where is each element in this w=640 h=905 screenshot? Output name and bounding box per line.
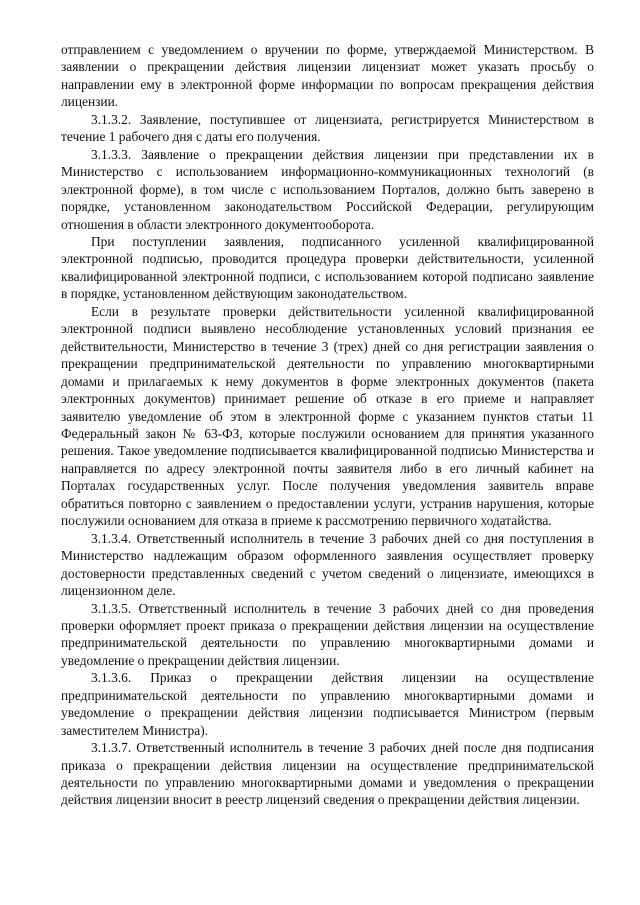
- paragraph-signature-invalid: Если в результате проверки действительности усиленной квалифицированной электронной подписи выявлено несоблюдение установленных условий признания ее действительности, Министерство в течение 3 (трех) дней со дня регистрации заявления о прекращении предпринимательской деятельности по управлению многоквартирными домами и прилагаемых к нему документов в форме электронных документов (пакета электронных документов) принимает решение об отказе в его приеме и направляет заявителю уведомление об этом в электронной форме с указанием пунктов статьи 11 Федеральный закон № 63-ФЗ, которые послужили основанием для принятия указанного решения. Такое уведомление подписывается квалифицированной подписью Министерства и направляется по адресу электронной почты заявителя либо в его личный кабинет на Порталах государственных услуг. После получения уведомления заявитель вправе обратиться повторно с заявлением о предоставлении услуги, устранив нарушения, которые послужили основанием для отказа в приеме к рассмотрению первичного ходатайства.: [61, 303, 594, 529]
- paragraph-3-1-3-5: 3.1.3.5. Ответственный исполнитель в течение 3 рабочих дней со дня проведения проверки оформляет проект приказа о прекращении действия лицензии на осуществление предпринимательской деятельности по управлению многоквартирными домами и уведомление о прекращении действия лицензии.: [61, 600, 594, 668]
- paragraph-3-1-3-6: 3.1.3.6. Приказ о прекращении действия лицензии на осуществление предпринимательской деятельности по управлению многоквартирными домами и уведомление о прекращении действия лицензии подписывается Министром (первым заместителем Министра).: [61, 670, 594, 738]
- paragraph-continuation: отправлением с уведомлением о вручении по форме, утверждаемой Министерством. В заявлении о прекращении действия лицензии лицензиат может указать просьбу о направлении ему в электронной форме информации по вопросам прекращения действия лицензии.: [61, 42, 594, 110]
- document-page: [61, 41, 594, 809]
- paragraph-3-1-3-3: 3.1.3.3. Заявление о прекращении действия лицензии при представлении их в Министерство с использованием информационно-коммуникационных технологий (в электронной форме), в том числе с использованием Порталов, должно быть заверено в порядке, установленном законодательством Российской Федерации, регулирующим отношения в области электронного документооборота.: [61, 146, 594, 232]
- paragraph-3-1-3-4: 3.1.3.4. Ответственный исполнитель в течение 3 рабочих дней со дня поступления в Министерство надлежащим образом оформленного заявления осуществляет проверку достоверности представленных сведений с учетом сведений о лицензиате, имеющихся в лицензионном деле.: [61, 530, 594, 599]
- paragraph-3-1-3-2: 3.1.3.2. Заявление, поступившее от лицензиата, регистрируется Министерством в течение 1 рабочего дня с даты его получения.: [61, 111, 594, 145]
- paragraph-3-1-3-7: 3.1.3.7. Ответственный исполнитель в течение 3 рабочих дней после дня подписания приказа о прекращении действия лицензии на осуществление предпринимательской деятельности по управлению многоквартирными домами и уведомления о прекращении действия лицензии вносит в реестр лицензий сведения о прекращении действия лицензии.: [61, 740, 594, 808]
- paragraph-signature-check: При поступлении заявления, подписанного усиленной квалифицированной электронной подписью, проводится процедура проверки действительности, усиленной квалифицированной электронной подписи, с использованием которой подписано заявление в порядке, установленном действующим законодательством.: [61, 233, 594, 302]
